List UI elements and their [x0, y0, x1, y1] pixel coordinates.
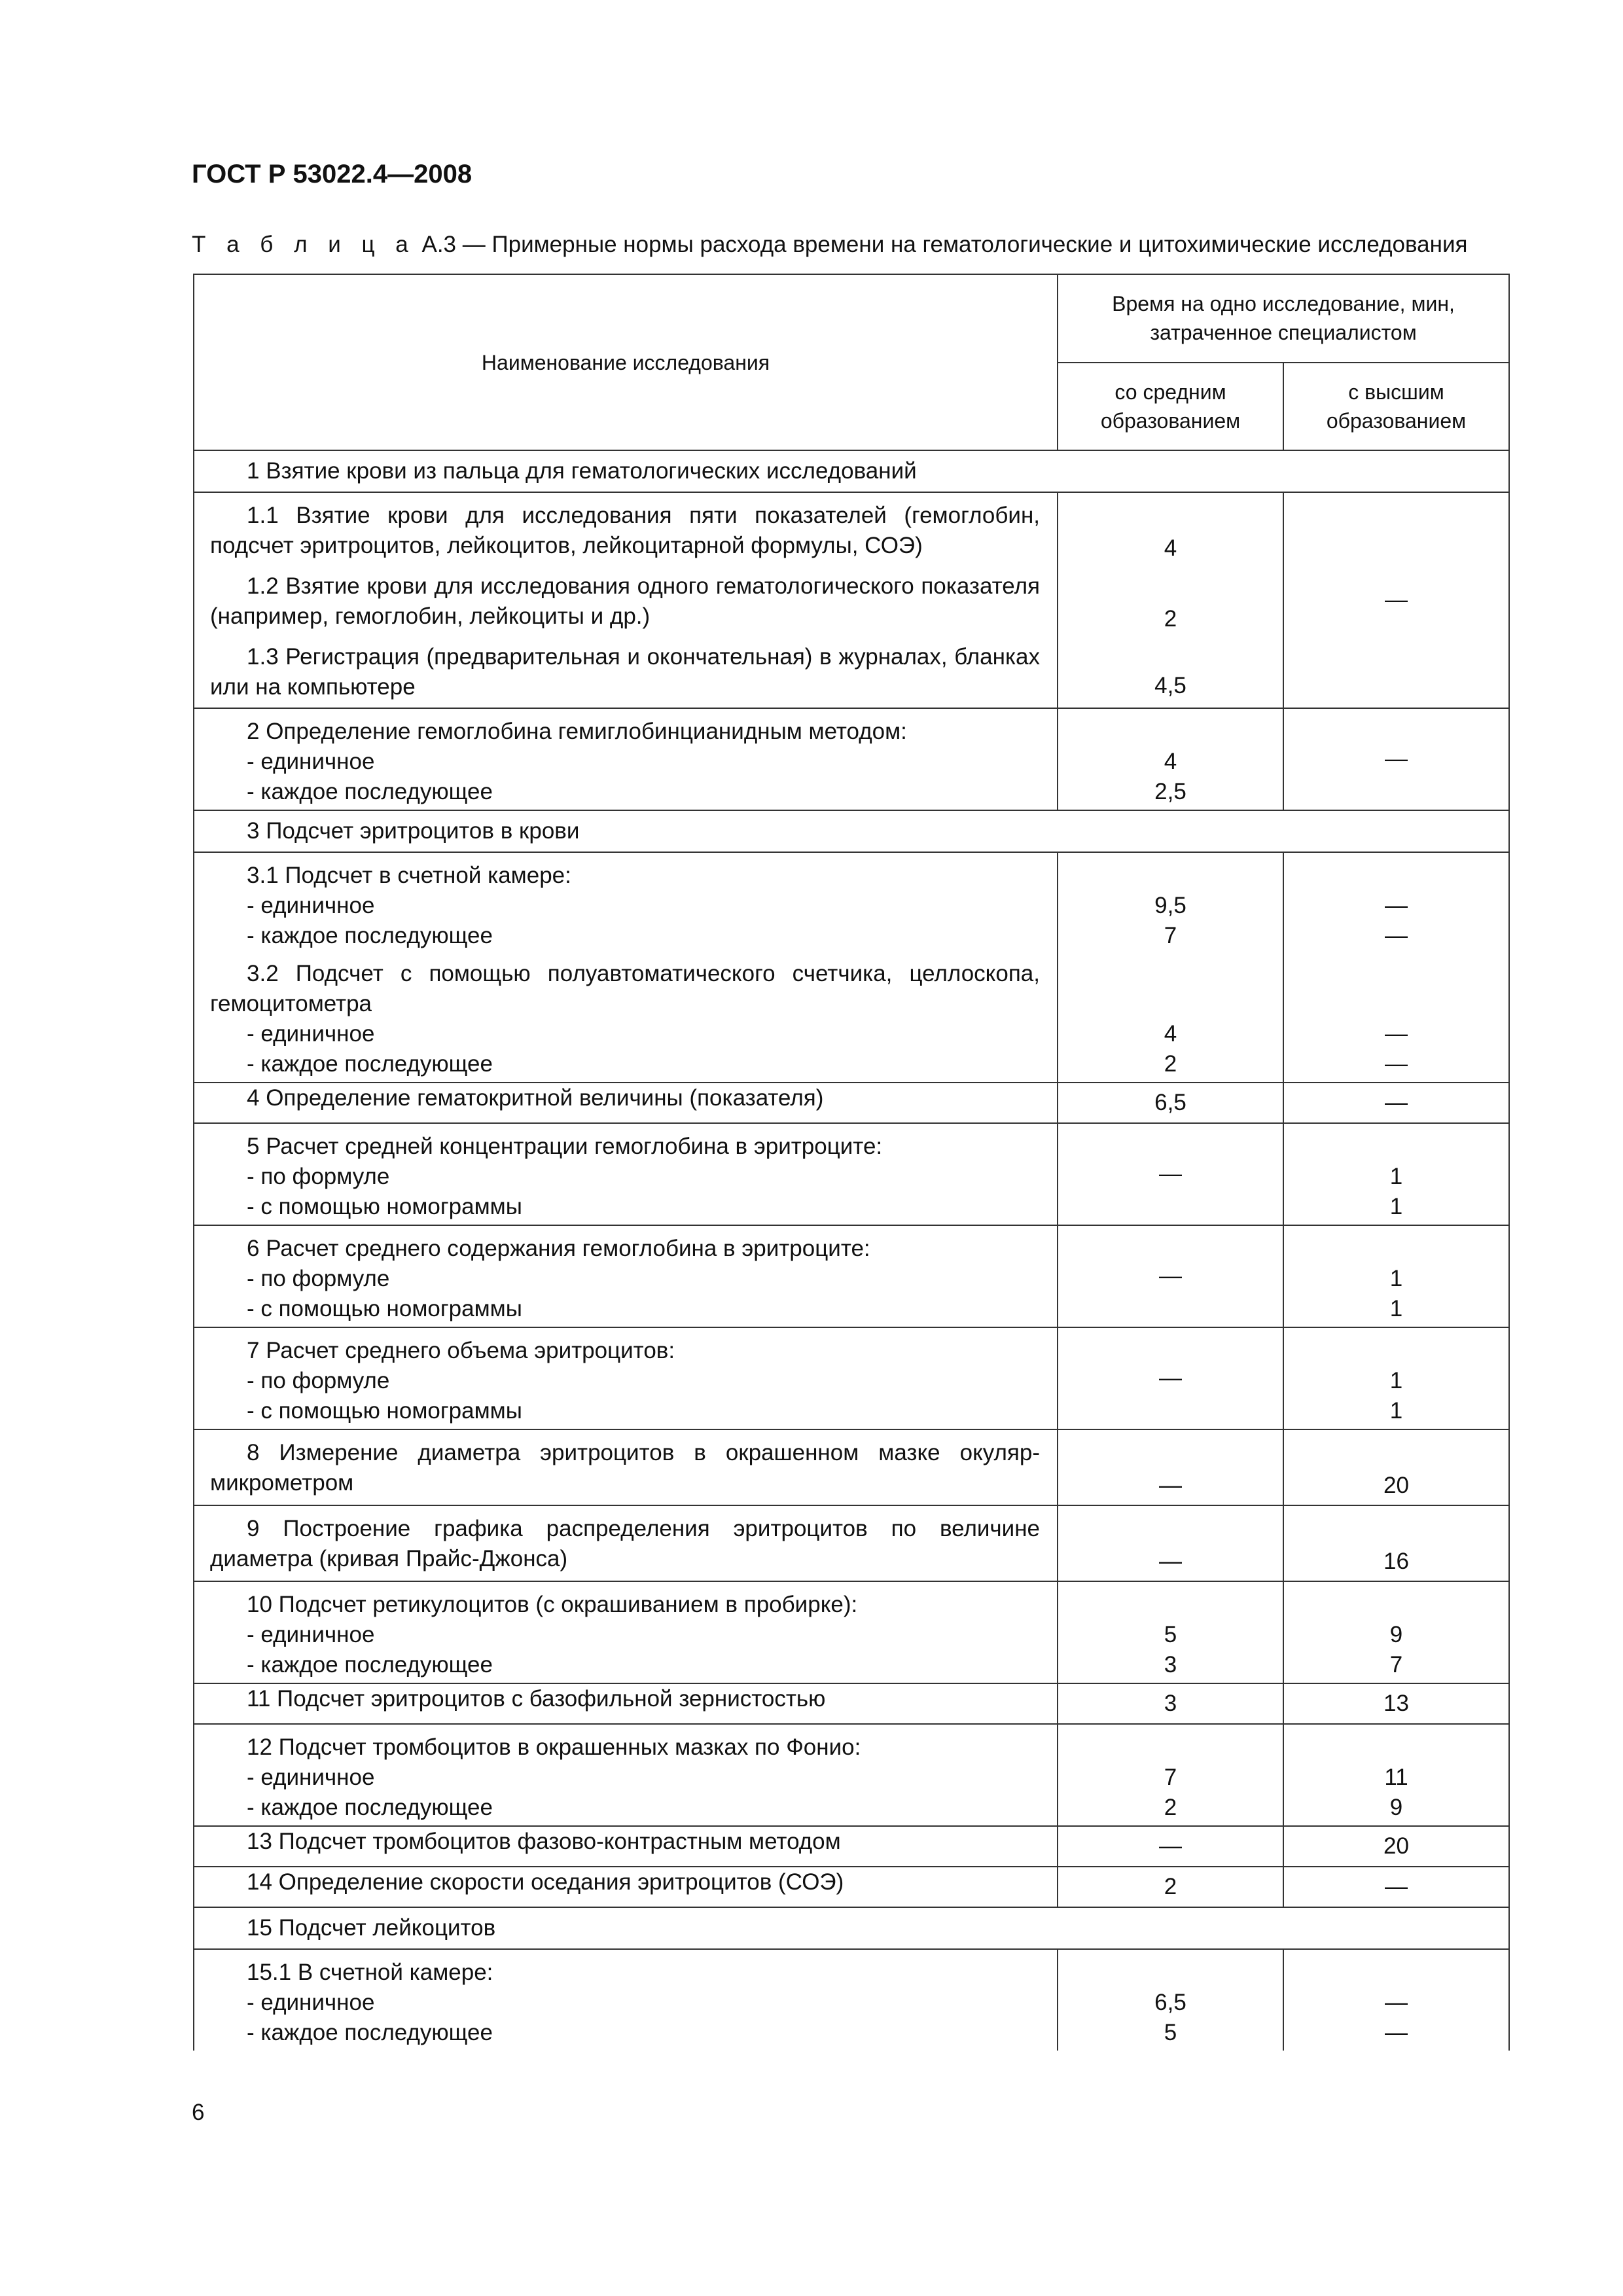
study-text: 3.2 Подсчет с помощью полуавтоматического счетчика, целлоскопа, гемоцитометра [210, 961, 1040, 1016]
higher-value-cell: — [1283, 708, 1509, 810]
higher-value-cell [1283, 1581, 1509, 1683]
study-name-cell [194, 1683, 1058, 1724]
higher-value-cell [1283, 1225, 1509, 1327]
secondary-value-cell: 6,5 [1058, 1083, 1283, 1123]
secondary-value-cell [1058, 1724, 1283, 1826]
study-name-cell [194, 1327, 1058, 1429]
study-name-cell [194, 1083, 1058, 1123]
study-text: 5 Расчет средней концентрации гемоглобина в эритроците: [247, 1134, 883, 1159]
table-caption-label: Т а б л и ц а [192, 232, 416, 257]
header-time-group [1058, 274, 1509, 363]
secondary-value-cell: — [1058, 1505, 1283, 1581]
value: 9,5 [1154, 893, 1186, 918]
study-text: 1.3 Регистрация (предварительная и окончательная) в журналах, бланках или на компьютере [210, 644, 1040, 700]
value: 4 [1164, 1021, 1177, 1047]
study-name-cell [194, 708, 1058, 810]
value: 1 [1389, 1164, 1403, 1189]
study-name-cell [194, 1949, 1058, 2051]
study-text: 8 Измерение диаметра эритроцитов в окрашенном мазке окуляр-микрометром [210, 1440, 1040, 1496]
value: — [1385, 1051, 1408, 1077]
study-text: 6 Расчет среднего содержания гемоглобина в эритроците: [247, 1236, 870, 1261]
table-row [194, 1581, 1509, 1683]
section-title: 3 Подсчет эритроцитов в крови [194, 810, 1509, 852]
value: 9 [1389, 1622, 1403, 1647]
table-header-row [194, 274, 1509, 363]
header-secondary-education [1058, 363, 1283, 451]
study-name-cell [194, 492, 1058, 708]
study-subitem: - единичное [247, 1765, 375, 1790]
value: 7 [1164, 923, 1177, 948]
secondary-value-cell: — [1058, 1826, 1283, 1867]
study-subitem: - по формуле [247, 1368, 390, 1393]
higher-value-cell [1283, 1123, 1509, 1225]
table-row [194, 1826, 1509, 1867]
study-subitem: - с помощью номограммы [247, 1398, 522, 1424]
study-name-cell [194, 1225, 1058, 1327]
secondary-value-cell: — [1058, 1123, 1283, 1225]
study-text: 4 Определение гематокритной величины (показателя) [247, 1085, 824, 1111]
higher-value-cell [1283, 852, 1509, 1083]
study-subitem: - единичное [247, 1622, 375, 1647]
study-text: 1.2 Взятие крови для исследования одного гематологического показателя (например, гемоглобин, лейкоциты и др.) [210, 573, 1040, 629]
secondary-value-cell [1058, 1581, 1283, 1683]
study-name-cell [194, 1867, 1058, 1907]
study-name-cell [194, 1123, 1058, 1225]
table-row [194, 1429, 1509, 1505]
study-subitem: - каждое последующее [247, 1652, 493, 1677]
study-subitem: - единичное [247, 1021, 375, 1047]
value: 1 [1389, 1368, 1403, 1393]
section-row [194, 810, 1509, 852]
table-caption-text: А.3 — Примерные нормы расхода времени на гематологические и цитохимические исследования [421, 232, 1468, 257]
study-name-cell [194, 1429, 1058, 1505]
study-subitem: - каждое последующее [247, 1795, 493, 1820]
secondary-value-cell: — [1058, 1225, 1283, 1327]
document-code: ГОСТ Р 53022.4—2008 [192, 160, 473, 188]
secondary-value-cell [1058, 492, 1283, 708]
table-caption [192, 232, 1501, 258]
value: — [1385, 923, 1408, 948]
value: 6,5 [1154, 1990, 1186, 2015]
study-text: 1.1 Взятие крови для исследования пяти показателей (гемоглобин, подсчет эритроцитов, лейкоцитов, лейкоцитарной формулы, СОЭ) [210, 503, 1040, 558]
value: — [1385, 893, 1408, 918]
table-row [194, 1083, 1509, 1123]
study-name-cell [194, 852, 1058, 1083]
secondary-value-cell [1058, 852, 1283, 1083]
study-subitem: - каждое последующее [247, 2020, 493, 2045]
study-text: 10 Подсчет ретикулоцитов (с окрашиванием в пробирке): [247, 1592, 858, 1617]
higher-value-cell: 20 [1283, 1826, 1509, 1867]
study-subitem: - с помощью номограммы [247, 1194, 522, 1219]
study-name-cell [194, 1581, 1058, 1683]
page-number: 6 [192, 2100, 205, 2125]
higher-value-cell [1283, 1949, 1509, 2051]
study-name-cell [194, 1826, 1058, 1867]
section-row [194, 1907, 1509, 1949]
header-secondary-line2: образованием [1100, 408, 1241, 433]
higher-value-cell: — [1283, 492, 1509, 708]
value: 2 [1164, 606, 1177, 632]
study-name-cell [194, 1724, 1058, 1826]
value: 1 [1389, 1296, 1403, 1321]
header-higher-line2: образованием [1326, 408, 1467, 433]
value: 4 [1164, 749, 1177, 774]
study-subitem: - единичное [247, 749, 375, 774]
table-row [194, 1505, 1509, 1581]
norms-table [193, 274, 1510, 2051]
section-title: 15 Подсчет лейкоцитов [194, 1907, 1509, 1949]
value: 1 [1389, 1194, 1403, 1219]
higher-value-cell [1283, 1724, 1509, 1826]
study-text: 9 Построение графика распределения эритроцитов по величине диаметра (кривая Прайс-Джонса) [210, 1516, 1040, 1571]
value: — [1385, 1021, 1408, 1047]
study-subitem: - по формуле [247, 1164, 390, 1189]
secondary-value-cell: 2 [1058, 1867, 1283, 1907]
study-text: 12 Подсчет тромбоцитов в окрашенных мазках по Фонио: [247, 1734, 861, 1760]
value: 9 [1389, 1795, 1403, 1820]
table-row [194, 708, 1509, 810]
table-row [194, 1225, 1509, 1327]
table-row [194, 1123, 1509, 1225]
section-title: 1 Взятие крови из пальца для гематологических исследований [194, 450, 1509, 492]
higher-value-cell [1283, 1327, 1509, 1429]
study-text: 15.1 В счетной камере: [247, 1960, 493, 1985]
table-row [194, 1949, 1509, 2051]
header-higher-education [1283, 363, 1509, 451]
secondary-value-cell: — [1058, 1327, 1283, 1429]
header-time-line1: Время на одно исследование, мин, [1112, 292, 1455, 316]
secondary-value-cell [1058, 1949, 1283, 2051]
value: — [1385, 2020, 1408, 2045]
value: 5 [1164, 1622, 1177, 1647]
study-text: 2 Определение гемоглобина гемиглобинцианидным методом: [247, 719, 907, 744]
secondary-value-cell: — [1058, 1429, 1283, 1505]
value: 4 [1164, 535, 1177, 561]
value: 3 [1164, 1652, 1177, 1677]
value: 4,5 [1154, 673, 1186, 698]
value: 2 [1164, 1795, 1177, 1820]
header-study-name: Наименование исследования [194, 274, 1058, 450]
higher-value-cell: — [1283, 1083, 1509, 1123]
higher-value-cell: 13 [1283, 1683, 1509, 1724]
value: 7 [1389, 1652, 1403, 1677]
value: 11 [1384, 1765, 1408, 1790]
higher-value-cell: 16 [1283, 1505, 1509, 1581]
study-subitem: - каждое последующее [247, 1051, 493, 1077]
study-subitem: - единичное [247, 1990, 375, 2015]
study-text: 7 Расчет среднего объема эритроцитов: [247, 1338, 675, 1363]
section-row [194, 450, 1509, 492]
value: 2 [1164, 1051, 1177, 1077]
study-subitem: - единичное [247, 893, 375, 918]
table-row [194, 1867, 1509, 1907]
study-text: 14 Определение скорости оседания эритроцитов (СОЭ) [247, 1869, 844, 1895]
header-time-line2: затраченное специалистом [1150, 321, 1417, 345]
study-text: 13 Подсчет тромбоцитов фазово-контрастным методом [247, 1829, 841, 1854]
table-row [194, 1683, 1509, 1724]
header-higher-line1: с высшим [1348, 380, 1444, 404]
study-subitem: - по формуле [247, 1266, 390, 1291]
study-subitem: - каждое последующее [247, 923, 493, 948]
header-secondary-line1: со средним [1115, 380, 1226, 404]
secondary-value-cell [1058, 708, 1283, 810]
study-subitem: - каждое последующее [247, 779, 493, 804]
table-row [194, 852, 1509, 1083]
study-name-cell [194, 1505, 1058, 1581]
table-row [194, 492, 1509, 708]
study-subitem: - с помощью номограммы [247, 1296, 522, 1321]
secondary-value-cell: 3 [1058, 1683, 1283, 1724]
value: 1 [1389, 1398, 1403, 1424]
value: 7 [1164, 1765, 1177, 1790]
value: 5 [1164, 2020, 1177, 2045]
value: — [1385, 1990, 1408, 2015]
value: 1 [1389, 1266, 1403, 1291]
table-row [194, 1327, 1509, 1429]
study-text: 3.1 Подсчет в счетной камере: [247, 863, 571, 888]
higher-value-cell: 20 [1283, 1429, 1509, 1505]
higher-value-cell: — [1283, 1867, 1509, 1907]
table-row [194, 1724, 1509, 1826]
value: 2,5 [1154, 779, 1186, 804]
study-text: 11 Подсчет эритроцитов с базофильной зернистостью [247, 1686, 826, 1712]
